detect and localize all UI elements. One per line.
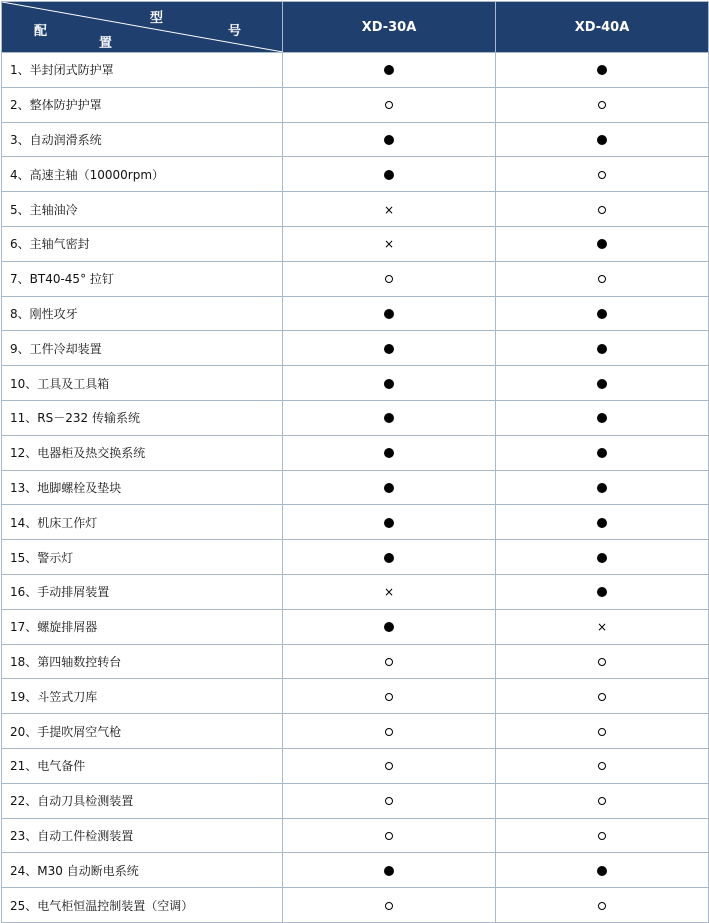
- table-row: [2, 644, 709, 679]
- table-row: [2, 470, 709, 505]
- availability-cell-xd40a: [496, 748, 709, 783]
- corner-label-number: 号: [228, 24, 242, 39]
- feature-name: 2、整体防护护罩: [2, 87, 283, 122]
- table-row: [2, 714, 709, 749]
- table-row: [2, 505, 709, 540]
- table-row: [2, 679, 709, 714]
- availability-cell-xd30a: [283, 157, 496, 192]
- feature-name: 9、工件冷却装置: [2, 331, 283, 366]
- optional-ring-icon: [598, 902, 606, 910]
- standard-dot-icon: [597, 448, 607, 458]
- table-row: [2, 192, 709, 227]
- table-row: [2, 574, 709, 609]
- availability-cell-xd30a: [283, 87, 496, 122]
- corner-label-setup: 置: [99, 36, 113, 51]
- table-row: [2, 226, 709, 261]
- availability-cell-xd40a: [496, 331, 709, 366]
- availability-cell-xd40a: [496, 87, 709, 122]
- standard-dot-icon: [597, 344, 607, 354]
- table-row: [2, 53, 709, 88]
- standard-dot-icon: [597, 379, 607, 389]
- availability-cell-xd30a: [283, 296, 496, 331]
- standard-dot-icon: [597, 135, 607, 145]
- availability-cell-xd30a: [283, 192, 496, 227]
- cross-icon: ×: [383, 202, 395, 217]
- availability-cell-xd40a: [496, 53, 709, 88]
- availability-cell-xd40a: [496, 400, 709, 435]
- feature-name: 8、刚性攻牙: [2, 296, 283, 331]
- standard-dot-icon: [384, 518, 394, 528]
- availability-cell-xd30a: [283, 783, 496, 818]
- standard-dot-icon: [384, 413, 394, 423]
- availability-cell-xd40a: [496, 574, 709, 609]
- availability-cell-xd40a: [496, 714, 709, 749]
- standard-dot-icon: [384, 135, 394, 145]
- availability-cell-xd30a: [283, 644, 496, 679]
- availability-cell-xd30a: [283, 853, 496, 888]
- availability-cell-xd30a: [283, 748, 496, 783]
- availability-cell-xd30a: [283, 470, 496, 505]
- feature-name: 16、手动排屑装置: [2, 574, 283, 609]
- availability-cell-xd30a: [283, 505, 496, 540]
- availability-cell-xd40a: [496, 644, 709, 679]
- availability-cell-xd40a: [496, 783, 709, 818]
- model-header-xd40a: XD-40A: [496, 2, 709, 53]
- feature-name: 1、半封闭式防护罩: [2, 53, 283, 88]
- table-row: [2, 888, 709, 923]
- table-row: [2, 366, 709, 401]
- table-body: [2, 53, 709, 923]
- configuration-table: [1, 1, 709, 923]
- standard-dot-icon: [384, 309, 394, 319]
- standard-dot-icon: [597, 587, 607, 597]
- standard-dot-icon: [597, 866, 607, 876]
- standard-dot-icon: [384, 65, 394, 75]
- table-row: [2, 331, 709, 366]
- availability-cell-xd40a: [496, 679, 709, 714]
- standard-dot-icon: [597, 413, 607, 423]
- feature-name: 13、地脚螺栓及垫块: [2, 470, 283, 505]
- corner-label-config: 配: [34, 24, 48, 39]
- optional-ring-icon: [385, 762, 393, 770]
- corner-label-model: 型: [150, 11, 164, 26]
- standard-dot-icon: [384, 448, 394, 458]
- optional-ring-icon: [385, 693, 393, 701]
- availability-cell-xd40a: [496, 470, 709, 505]
- availability-cell-xd30a: [283, 435, 496, 470]
- table-row: [2, 748, 709, 783]
- optional-ring-icon: [385, 902, 393, 910]
- feature-name: 11、RS－232 传输系统: [2, 400, 283, 435]
- table-row: [2, 818, 709, 853]
- availability-cell-xd40a: [496, 609, 709, 644]
- availability-cell-xd40a: [496, 226, 709, 261]
- availability-cell-xd30a: [283, 679, 496, 714]
- standard-dot-icon: [597, 239, 607, 249]
- standard-dot-icon: [384, 553, 394, 563]
- feature-name: 14、机床工作灯: [2, 505, 283, 540]
- optional-ring-icon: [598, 797, 606, 805]
- standard-dot-icon: [384, 379, 394, 389]
- optional-ring-icon: [385, 797, 393, 805]
- optional-ring-icon: [385, 658, 393, 666]
- availability-cell-xd30a: [283, 261, 496, 296]
- feature-name: 20、手提吹屑空气枪: [2, 714, 283, 749]
- feature-name: 4、高速主轴（10000rpm）: [2, 157, 283, 192]
- optional-ring-icon: [385, 275, 393, 283]
- availability-cell-xd40a: [496, 157, 709, 192]
- availability-cell-xd30a: [283, 331, 496, 366]
- optional-ring-icon: [598, 171, 606, 179]
- table-row: [2, 122, 709, 157]
- feature-name: 10、工具及工具箱: [2, 366, 283, 401]
- table-row: [2, 87, 709, 122]
- cross-icon: ×: [383, 585, 395, 600]
- standard-dot-icon: [597, 483, 607, 493]
- feature-name: 5、主轴油冷: [2, 192, 283, 227]
- optional-ring-icon: [598, 101, 606, 109]
- table-row: [2, 783, 709, 818]
- availability-cell-xd30a: [283, 540, 496, 575]
- optional-ring-icon: [385, 101, 393, 109]
- availability-cell-xd30a: [283, 574, 496, 609]
- optional-ring-icon: [598, 762, 606, 770]
- model-header-xd30a: XD-30A: [283, 2, 496, 53]
- standard-dot-icon: [384, 344, 394, 354]
- table-row: [2, 261, 709, 296]
- availability-cell-xd40a: [496, 540, 709, 575]
- header-row: [2, 2, 709, 53]
- feature-name: 21、电气备件: [2, 748, 283, 783]
- availability-cell-xd30a: [283, 714, 496, 749]
- standard-dot-icon: [597, 518, 607, 528]
- standard-dot-icon: [597, 309, 607, 319]
- availability-cell-xd40a: [496, 853, 709, 888]
- availability-cell-xd30a: [283, 226, 496, 261]
- optional-ring-icon: [598, 728, 606, 736]
- optional-ring-icon: [598, 658, 606, 666]
- feature-name: 17、螺旋排屑器: [2, 609, 283, 644]
- standard-dot-icon: [384, 483, 394, 493]
- feature-name: 25、电气柜恒温控制装置（空调）: [2, 888, 283, 923]
- table-row: [2, 435, 709, 470]
- availability-cell-xd40a: [496, 122, 709, 157]
- table-row: [2, 609, 709, 644]
- feature-name: 3、自动润滑系统: [2, 122, 283, 157]
- optional-ring-icon: [385, 728, 393, 736]
- optional-ring-icon: [385, 832, 393, 840]
- availability-cell-xd40a: [496, 192, 709, 227]
- availability-cell-xd40a: [496, 366, 709, 401]
- table-row: [2, 853, 709, 888]
- availability-cell-xd30a: [283, 609, 496, 644]
- feature-name: 7、BT40-45° 拉钉: [2, 261, 283, 296]
- standard-dot-icon: [384, 866, 394, 876]
- optional-ring-icon: [598, 206, 606, 214]
- corner-header-cell: [2, 2, 283, 53]
- feature-name: 12、电器柜及热交换系统: [2, 435, 283, 470]
- availability-cell-xd40a: [496, 888, 709, 923]
- table-row: [2, 400, 709, 435]
- feature-name: 15、警示灯: [2, 540, 283, 575]
- table-row: [2, 157, 709, 192]
- standard-dot-icon: [597, 553, 607, 563]
- optional-ring-icon: [598, 693, 606, 701]
- feature-name: 6、主轴气密封: [2, 226, 283, 261]
- feature-name: 23、自动工件检测装置: [2, 818, 283, 853]
- availability-cell-xd40a: [496, 296, 709, 331]
- feature-name: 19、斗笠式刀库: [2, 679, 283, 714]
- optional-ring-icon: [598, 275, 606, 283]
- availability-cell-xd40a: [496, 435, 709, 470]
- availability-cell-xd30a: [283, 122, 496, 157]
- availability-cell-xd30a: [283, 53, 496, 88]
- availability-cell-xd30a: [283, 888, 496, 923]
- feature-name: 22、自动刀具检测装置: [2, 783, 283, 818]
- availability-cell-xd40a: [496, 818, 709, 853]
- availability-cell-xd40a: [496, 505, 709, 540]
- availability-cell-xd30a: [283, 400, 496, 435]
- cross-icon: ×: [383, 237, 395, 252]
- table-row: [2, 540, 709, 575]
- table-row: [2, 296, 709, 331]
- feature-name: 24、M30 自动断电系统: [2, 853, 283, 888]
- availability-cell-xd40a: [496, 261, 709, 296]
- standard-dot-icon: [597, 65, 607, 75]
- standard-dot-icon: [384, 170, 394, 180]
- standard-dot-icon: [384, 622, 394, 632]
- feature-name: 18、第四轴数控转台: [2, 644, 283, 679]
- availability-cell-xd30a: [283, 366, 496, 401]
- cross-icon: ×: [596, 620, 608, 635]
- optional-ring-icon: [598, 832, 606, 840]
- availability-cell-xd30a: [283, 818, 496, 853]
